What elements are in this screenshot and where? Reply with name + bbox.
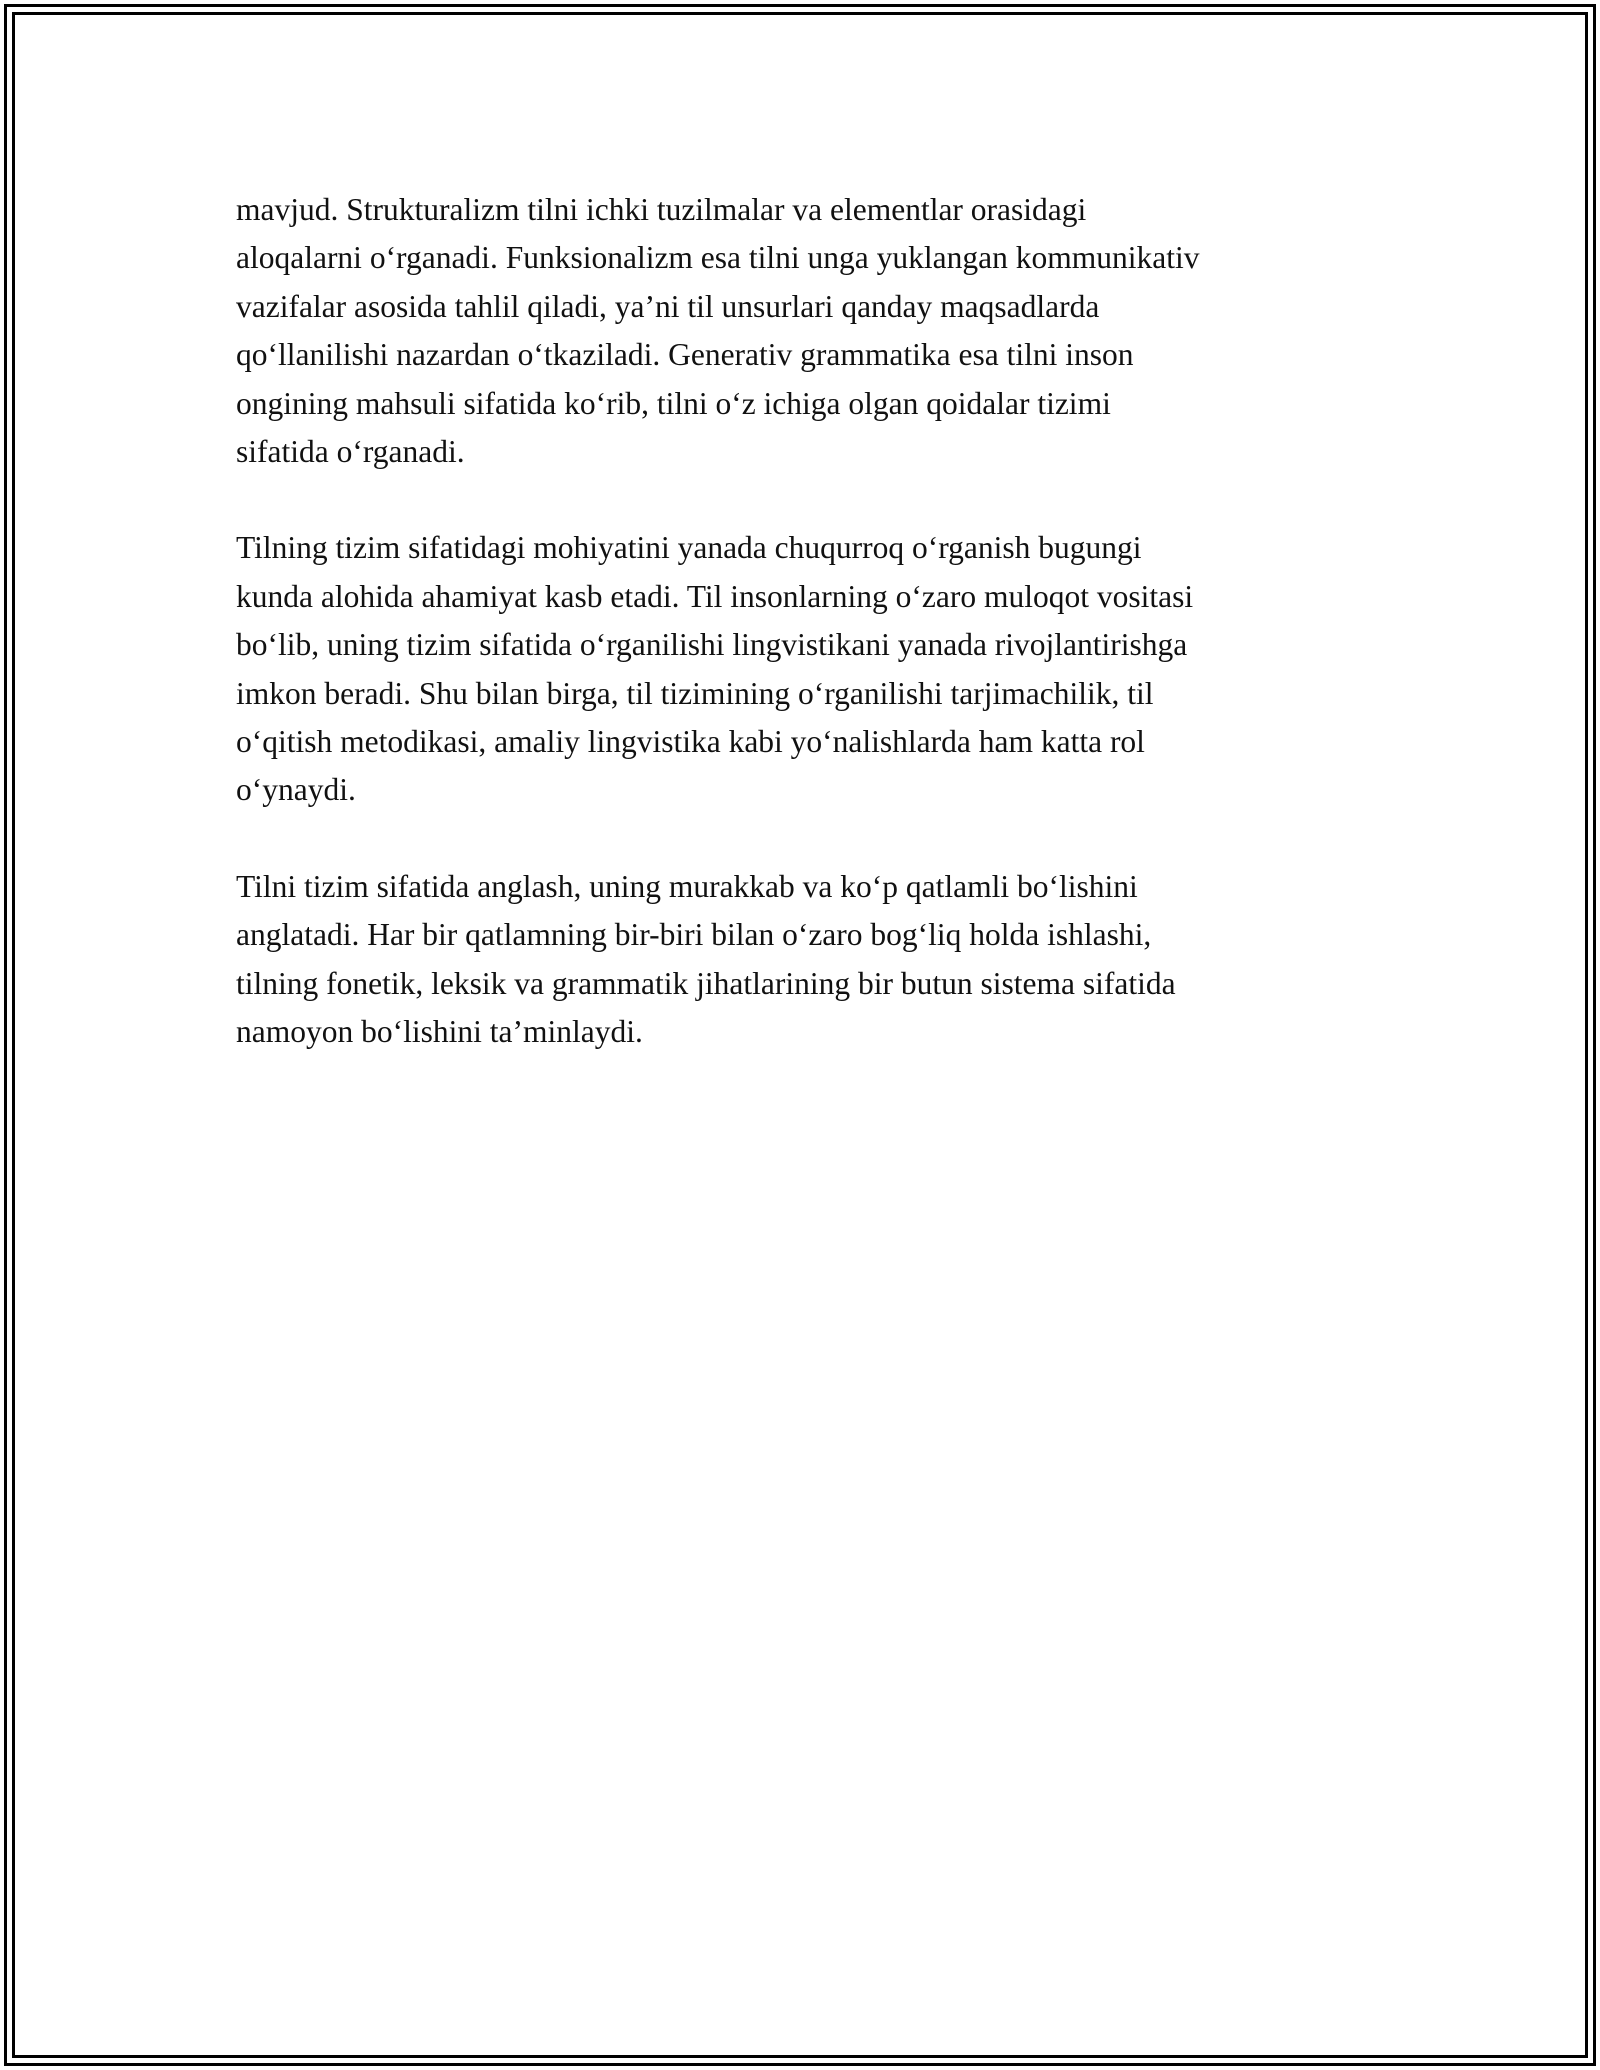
text-line: namoyon bo‘lishini ta’minlaydi.: [236, 1014, 643, 1050]
text-line: Tilni tizim sifatida anglash, uning murakkab va ko‘p qatlamli bo‘lishini: [236, 868, 1138, 904]
text-line: Tilning tizim sifatidagi mohiyatini yanada chuqurroq o‘rganish bugungi: [236, 530, 1142, 566]
text-line: qo‘llanilishi nazardan o‘tkaziladi. Generativ grammatika esa tilni inson: [236, 337, 1134, 373]
paragraph-1: [236, 186, 1396, 476]
text-line: vazifalar asosida tahlil qiladi, ya’ni til unsurlari qanday maqsadlarda: [236, 288, 1100, 324]
text-line: mavjud. Strukturalizm tilni ichki tuzilmalar va elementlar orasidagi: [236, 192, 1087, 227]
text-line: kunda alohida ahamiyat kasb etadi. Til insonlarning o‘zaro muloqot vositasi: [236, 578, 1194, 614]
paragraph-3: [236, 863, 1396, 1057]
text-line: o‘ynaydi.: [236, 772, 356, 808]
text-line: aloqalarni o‘rganadi. Funksionalizm esa tilni unga yuklangan kommunikativ: [236, 240, 1200, 276]
text-line: imkon beradi. Shu bilan birga, til tizimining o‘rganilishi tarjimachilik, til: [236, 675, 1154, 711]
text-line: anglatadi. Har bir qatlamning bir-biri bilan o‘zaro bog‘liq holda ishlashi,: [236, 917, 1152, 953]
text-line: sifatida o‘rganadi.: [236, 434, 465, 470]
text-line: bo‘lib, uning tizim sifatida o‘rganilishi lingvistikani yanada rivojlantirishga: [236, 627, 1188, 663]
text-line: ongining mahsuli sifatida ko‘rib, tilni o‘z ichiga olgan qoidalar tizimi: [236, 385, 1111, 421]
document-body: [236, 186, 1396, 1105]
paragraph-2: [236, 524, 1396, 814]
text-line: tilning fonetik, leksik va grammatik jihatlarining bir butun sistema sifatida: [236, 965, 1176, 1001]
text-line: o‘qitish metodikasi, amaliy lingvistika kabi yo‘nalishlarda ham katta rol: [236, 724, 1145, 760]
